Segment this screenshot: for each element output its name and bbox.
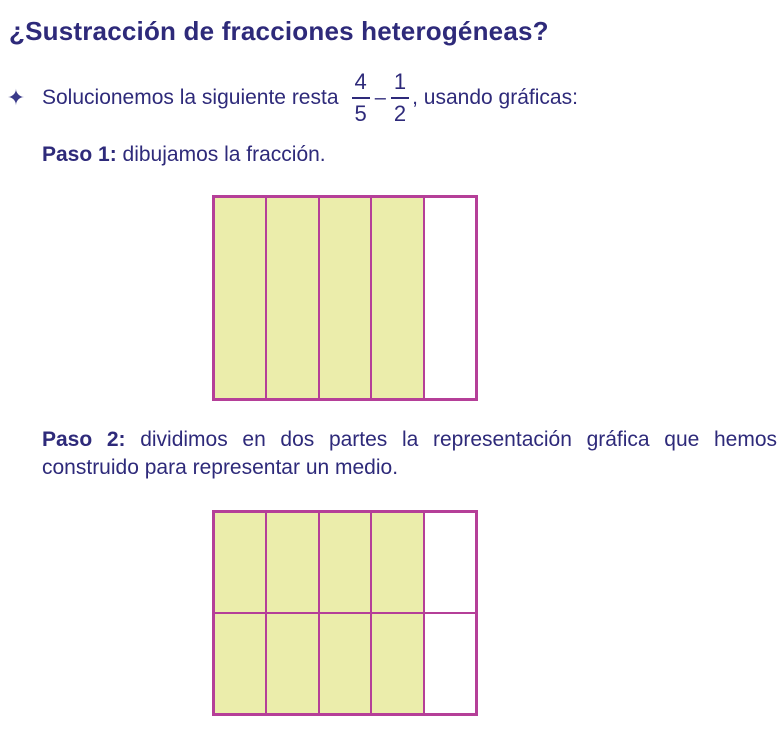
unshaded-part [424,613,476,714]
intro-text-end: , usando gráficas: [412,86,578,109]
shaded-part [214,512,266,613]
step1-paragraph [42,141,326,169]
minus-sign: – [374,86,386,109]
shaded-part [319,512,371,613]
step2-text: dividimos en dos partes la representación gráfica que hemos construido para representar un medio. [42,428,777,479]
shaded-part [371,512,423,613]
shaded-part [214,197,266,399]
shaded-part [266,613,318,714]
unshaded-part [424,512,476,613]
shaded-part [319,197,371,399]
fraction-numerator: 1 [393,69,407,95]
fraction-denominator: 2 [393,100,407,126]
shaded-part [266,197,318,399]
step1-fraction-figure [212,195,478,401]
star-bullet-icon: ✦ [6,85,26,110]
step2-paragraph [42,426,777,482]
step1-label: Paso 1: [42,143,117,166]
shaded-part [371,197,423,399]
shaded-part [371,613,423,714]
unshaded-part [424,197,476,399]
shaded-part [266,512,318,613]
shaded-part [319,613,371,714]
intro-line [6,68,776,128]
fraction-four-fifths [352,71,370,125]
step2-fraction-figure [212,510,478,716]
fraction-denominator: 5 [354,100,367,126]
shaded-part [214,613,266,714]
step1-text: dibujamos la fracción. [116,143,326,166]
fraction-numerator: 4 [354,69,367,95]
fraction-bar [391,97,409,99]
intro-text: Solucionemos la siguiente resta [42,86,339,109]
step2-label: Paso 2: [42,428,126,451]
fraction-one-half [391,71,409,125]
fraction-bar [352,97,370,99]
page-title: ¿Sustracción de fracciones heterogéneas? [9,16,549,46]
